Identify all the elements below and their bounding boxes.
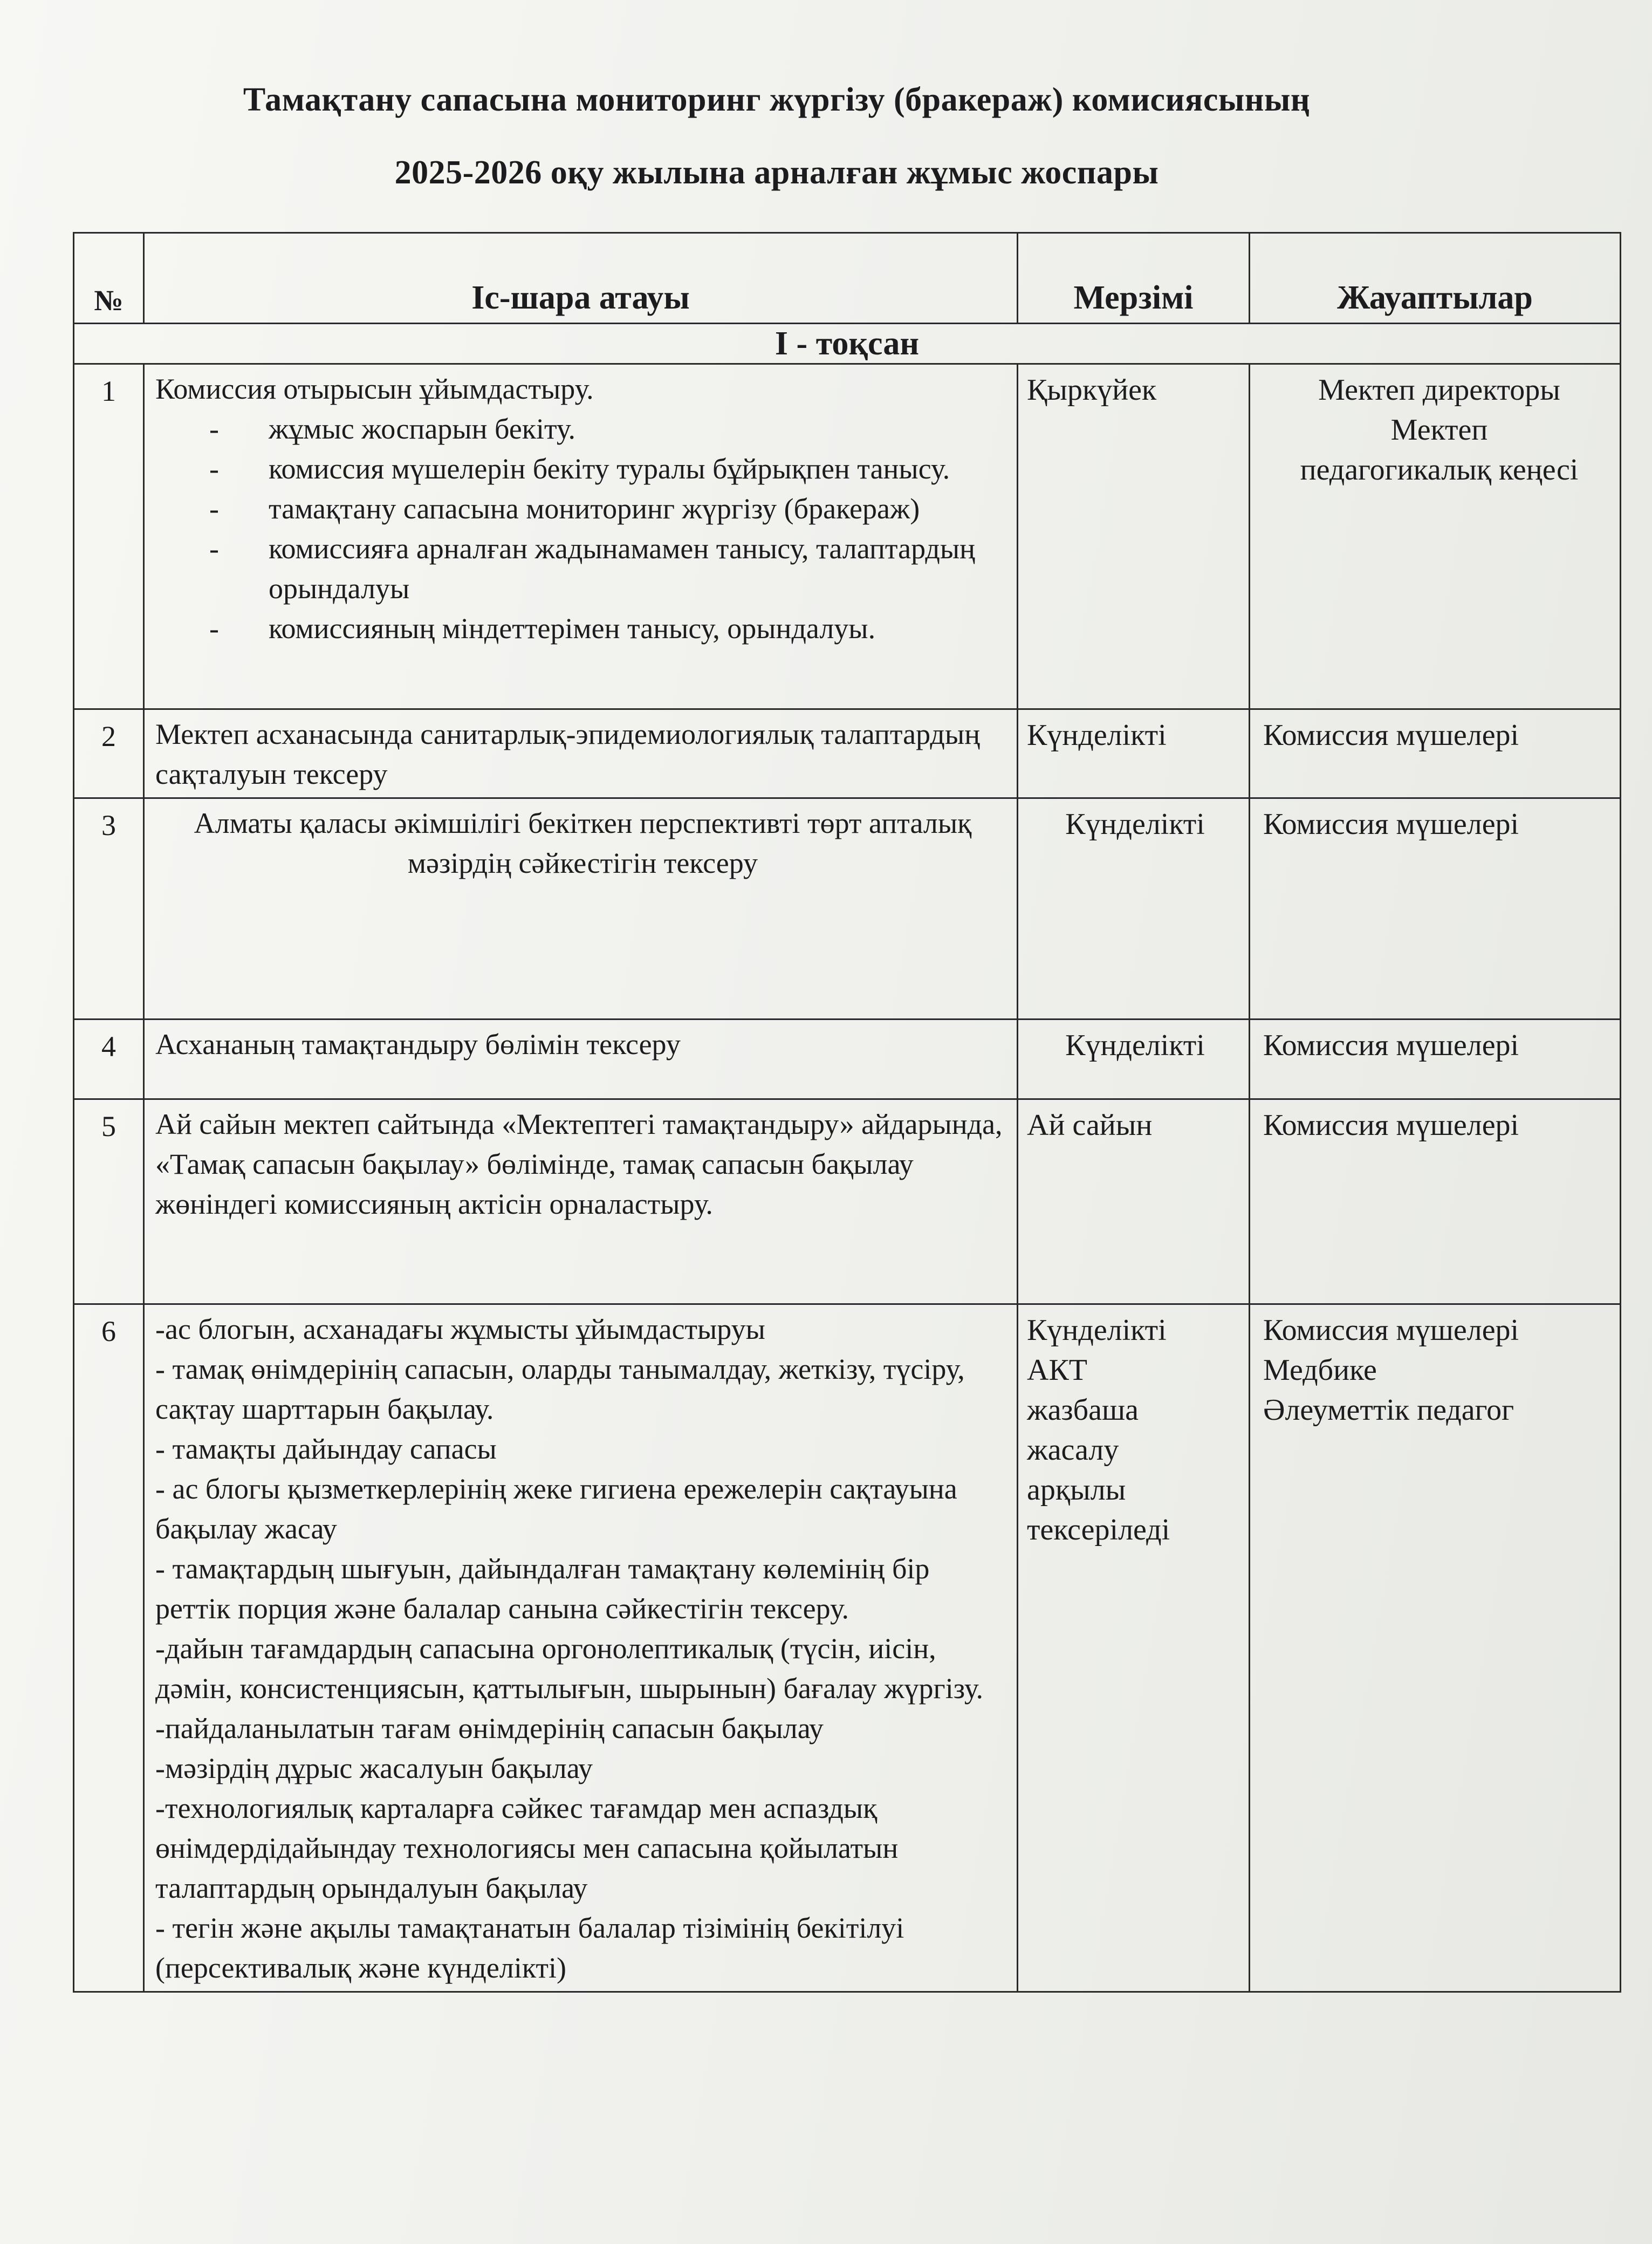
row-activity: Алматы қаласы әкімшілігі бекіткен перспективті төрт апталық мәзірдің сәйкестігін тексеру <box>144 798 1018 1020</box>
row-deadline: Күнделікті <box>1018 798 1250 1020</box>
activity-line: -мәзірдің дұрыс жасалуын бақылау <box>155 1752 593 1784</box>
activity-subitem: - комиссия мүшелерін бекіту туралы бұйрықпен танысу. <box>209 453 950 485</box>
row-number: 3 <box>74 798 144 1020</box>
row-responsible: Комиссия мүшелері Медбике Әлеуметтік педагог <box>1250 1304 1621 1992</box>
table-row <box>74 1020 1621 1099</box>
activity-subitem: - комиссияның міндеттерімен танысу, орындалуы. <box>209 612 876 645</box>
row-activity <box>144 1304 1018 1992</box>
activity-line: -дайын тағамдардың сапасына оргонолептикалық (түсін, иісін, дәмін, консистенциясын, қаттылығын, шырынын) бағалау жүргізу. <box>155 1632 983 1705</box>
row-number: 2 <box>74 709 144 798</box>
activity-line: - тамақ өнімдерінің сапасын, оларды танымалдау, жеткізу, түсіру, сақтау шарттарын бақылау. <box>155 1353 965 1425</box>
activity-subitem: - комиссияға арналған жадынамамен танысу, талаптардың орындалуы <box>209 532 976 605</box>
activity-line: - тамақтардың шығуын, дайындалған тамақтану көлемінің бір реттік порция және балалар санына сәйкестігін тексеру. <box>155 1552 930 1625</box>
activity-line: - ас блогы қызметкерлерінің жеке гигиена ережелерін сақтауына бақылау жасау <box>155 1473 957 1545</box>
row-responsible: Комиссия мүшелері <box>1250 1020 1621 1099</box>
activity-line: - тамақты дайындау сапасы <box>155 1433 497 1465</box>
work-plan-table <box>73 232 1621 1993</box>
activity-line: -пайдаланылатын тағам өнімдерінің сапасын бақылау <box>155 1712 824 1744</box>
row-number: 5 <box>74 1099 144 1304</box>
row-number: 6 <box>74 1304 144 1992</box>
row-deadline: Ай сайын <box>1018 1099 1250 1304</box>
row-deadline: Қыркүйек <box>1018 364 1250 709</box>
activity-intro: Комиссия отырысын ұйымдастыру. <box>155 373 594 405</box>
activity-line: - тегін және ақылы тамақтанатын балалар тізімінің бекітілуі (персективалық және күнделікті) <box>155 1912 904 1984</box>
activity-subitem: - жұмыс жоспарын бекіту. <box>209 413 576 445</box>
row-responsible: Комиссия мүшелері <box>1250 1099 1621 1304</box>
row-activity: Мектеп асханасында санитарлық-эпидемиологиялық талаптардың сақталуын тексеру <box>144 709 1018 798</box>
table-row <box>74 709 1621 798</box>
table-row <box>74 364 1621 709</box>
row-deadline: Күнделікті <box>1018 1020 1250 1099</box>
activity-line: -технологиялық карталарға сәйкес тағамдар мен аспаздық өнімдердідайындау технологиясы мен сапасына қойылатын талаптардың орындалуын бақылау <box>155 1792 899 1904</box>
quarter-label: І - тоқсан <box>74 324 1621 364</box>
row-deadline: Күнделікті <box>1018 709 1250 798</box>
activity-line: -ас блогын, асханадағы жұмысты ұйымдастыруы <box>155 1313 765 1345</box>
row-activity: Асхананың тамақтандыру бөлімін тексеру <box>144 1020 1018 1099</box>
document-title: Тамақтану сапасына мониторинг жүргізу (бракераж) комисиясының <box>243 81 1311 118</box>
row-number: 4 <box>74 1020 144 1099</box>
table-row <box>74 798 1621 1020</box>
header-responsible: Жауаптылар <box>1250 233 1621 324</box>
table-header-row <box>74 233 1621 324</box>
header-event: Іс-шара атауы <box>144 233 1018 324</box>
header-number: № <box>74 233 144 324</box>
document-subtitle: 2025-2026 оқу жылына арналған жұмыс жоспары <box>394 154 1159 191</box>
table-row <box>74 1099 1621 1304</box>
row-number: 1 <box>74 364 144 709</box>
row-activity: Ай сайын мектеп сайтында «Мектептегі тамақтандыру» айдарында, «Тамақ сапасын бақылау» бөлімінде, тамақ сапасын бақылау жөніндегі комиссияның актісін орналастыру. <box>144 1099 1018 1304</box>
table-row <box>74 1304 1621 1992</box>
header-deadline: Мерзімі <box>1018 233 1250 324</box>
quarter-row <box>74 324 1621 364</box>
row-deadline: Күнделікті АКТ жазбаша жасалу арқылы тексеріледі <box>1018 1304 1250 1992</box>
activity-subitem: - тамақтану сапасына мониторинг жүргізу (бракераж) <box>209 492 920 525</box>
row-responsible: Комиссия мүшелері <box>1250 709 1621 798</box>
row-responsible: Комиссия мүшелері <box>1250 798 1621 1020</box>
row-responsible: Мектеп директоры Мектеп педагогикалық кеңесі <box>1250 364 1621 709</box>
row-activity <box>144 364 1018 709</box>
